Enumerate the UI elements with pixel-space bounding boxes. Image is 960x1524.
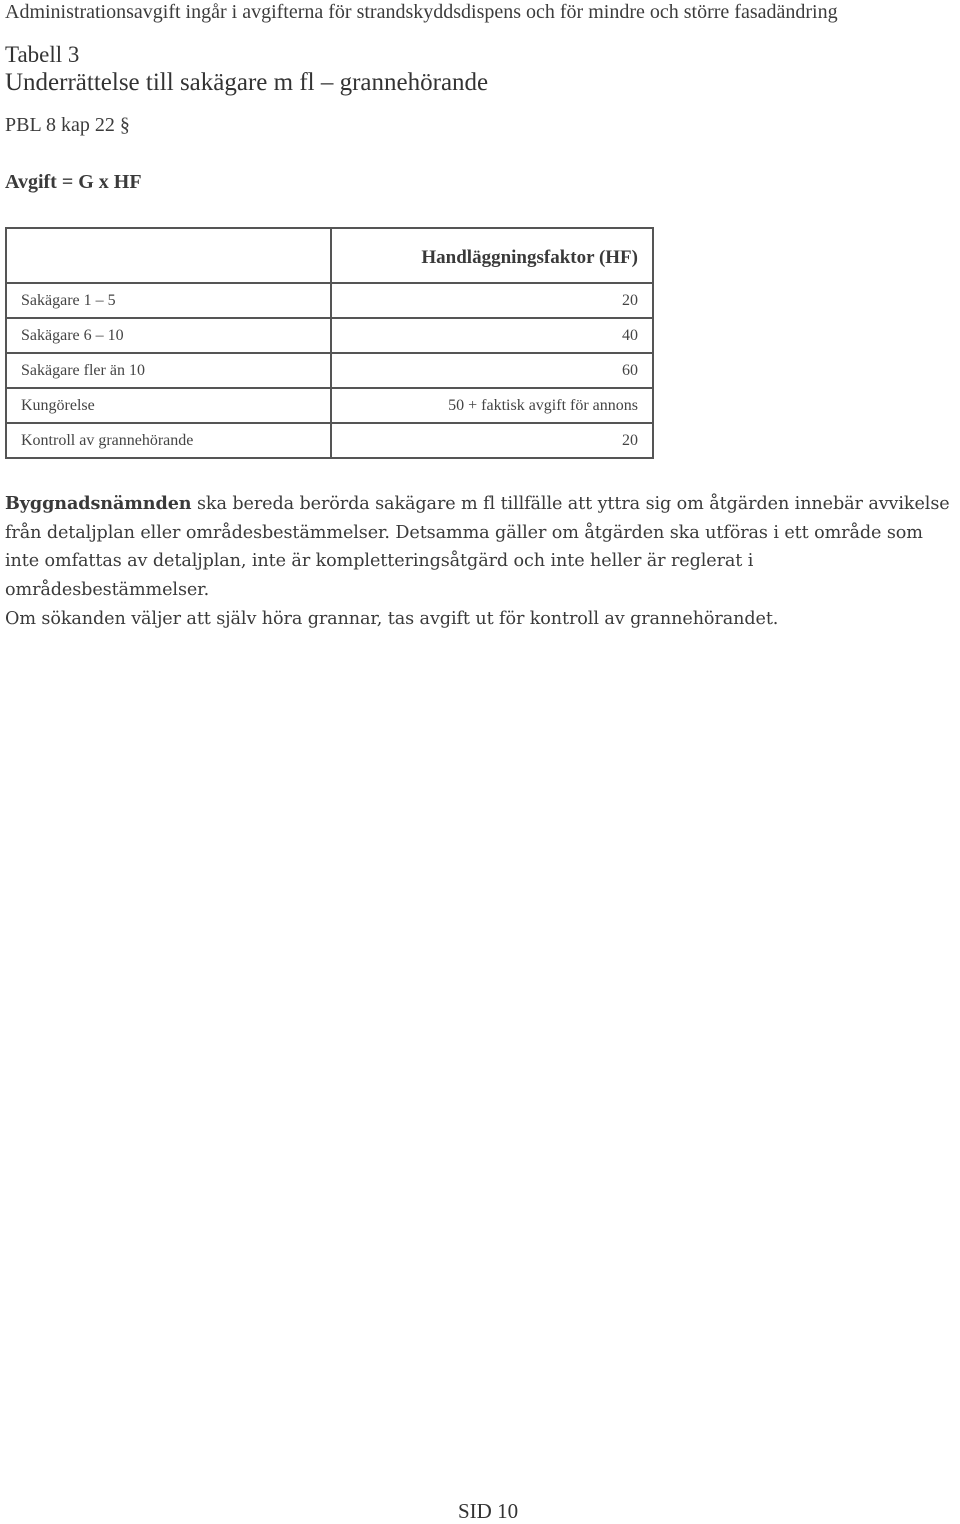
- table-header-row: [6, 228, 653, 283]
- fee-table: [5, 227, 654, 459]
- row-label: Sakägare 6 – 10: [6, 318, 331, 353]
- row-label: Kontroll av grannehörande: [6, 423, 331, 458]
- table-label: Tabell 3: [5, 42, 80, 67]
- row-value: 20: [331, 423, 653, 458]
- row-value: 20: [331, 283, 653, 318]
- row-label: Kungörelse: [6, 388, 331, 423]
- paragraph-text: ska bereda berörda sakägare m fl tillfälle att yttra sig om åtgärden innebär avvikelse från detaljplan eller områdesbestämmelser. Detsamma gäller om åtgärden ska utföras i ett område som inte omfattas av detaljplan, inte är kompletteringsåtgärd och inte heller är reglerat i områdesbestämmelser.: [5, 494, 950, 600]
- table-title: Underrättelse till sakägare m fl – grannehörande: [5, 69, 489, 96]
- table-row: [6, 423, 653, 458]
- bold-lead-term: Byggnadsnämnden: [5, 493, 192, 514]
- row-value: 60: [331, 353, 653, 388]
- row-label: Sakägare fler än 10: [6, 353, 331, 388]
- page-number: SID 10: [458, 1499, 519, 1523]
- row-value: 50 + faktisk avgift för annons: [331, 388, 653, 423]
- body-paragraph-applicant-note: Om sökanden väljer att själv höra grannar, tas avgift ut för kontroll av grannehörandet.: [5, 609, 779, 629]
- table-row: [6, 388, 653, 423]
- table-header-empty-cell: [6, 228, 331, 283]
- table-row: [6, 353, 653, 388]
- table-row: [6, 283, 653, 318]
- table-row: [6, 318, 653, 353]
- row-label: Sakägare 1 – 5: [6, 283, 331, 318]
- row-value: 40: [331, 318, 653, 353]
- header-note: Administrationsavgift ingår i avgifterna för strandskyddsdispens och för mindre och större fasadändring: [5, 1, 838, 23]
- fee-formula: Avgift = G x HF: [5, 171, 142, 193]
- law-reference: PBL 8 kap 22 §: [5, 114, 130, 136]
- table-header-hf: Handläggningsfaktor (HF): [331, 228, 653, 283]
- body-paragraph-requirements: [5, 490, 957, 604]
